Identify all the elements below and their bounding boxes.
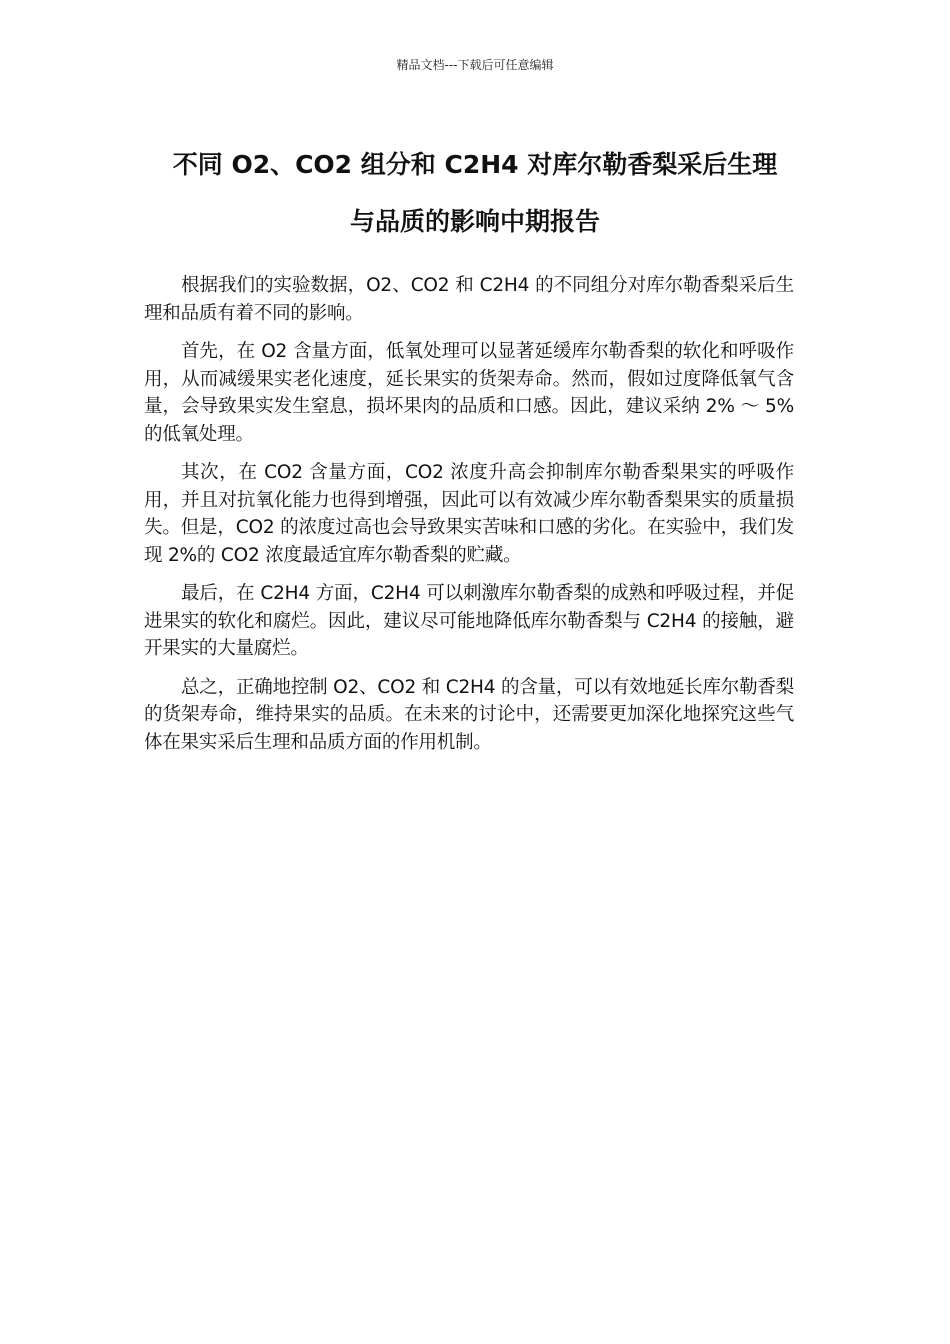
header-note: 精品文档---下载后可任意编辑 xyxy=(396,58,554,72)
paragraph-conclusion: 总之，正确地控制 O2、CO2 和 C2H4 的含量，可以有效地延长库尔勒香梨的货架寿命，维持果实的品质。在未来的讨论中，还需要更加深化地探究这些气体在果实采后生理和品质方面的作用机制。 xyxy=(144,676,794,753)
paragraph-c2h4: 最后，在 C2H4 方面，C2H4 可以刺激库尔勒香梨的成熟和呼吸过程，并促进果实的软化和腐烂。因此，建议尽可能地降低库尔勒香梨与 C2H4 的接触，避开果实的大量腐烂。 xyxy=(144,583,794,659)
title-line-1: 不同 O2、CO2 组分和 C2H4 对库尔勒香梨采后生理 xyxy=(172,150,778,179)
document-title xyxy=(120,136,830,250)
title-line-2: 与品质的影响中期报告 xyxy=(349,207,600,236)
paragraph-intro: 根据我们的实验数据，O2、CO2 和 C2H4 的不同组分对库尔勒香梨采后生理和品质有着不同的影响。 xyxy=(144,275,794,324)
document-body xyxy=(144,272,794,767)
paragraph-co2: 其次，在 CO2 含量方面，CO2 浓度升高会抑制库尔勒香梨果实的呼吸作用，并且对抗氧化能力也得到增强，因此可以有效减少库尔勒香梨果实的质量损失。但是，CO2 的浓度过高也会导致果实苦味和口感的劣化。在实验中，我们发现 2%的 CO2 浓度最适宜库尔勒香梨的贮藏。 xyxy=(144,462,794,566)
paragraph-o2: 首先，在 O2 含量方面，低氧处理可以显著延缓库尔勒香梨的软化和呼吸作用，从而减缓果实老化速度，延长果实的货架寿命。然而，假如过度降低氧气含量，会导致果实发生窒息，损坏果肉的品质和口感。因此，建议采纳 2% ～ 5%的低氧处理。 xyxy=(144,341,794,445)
